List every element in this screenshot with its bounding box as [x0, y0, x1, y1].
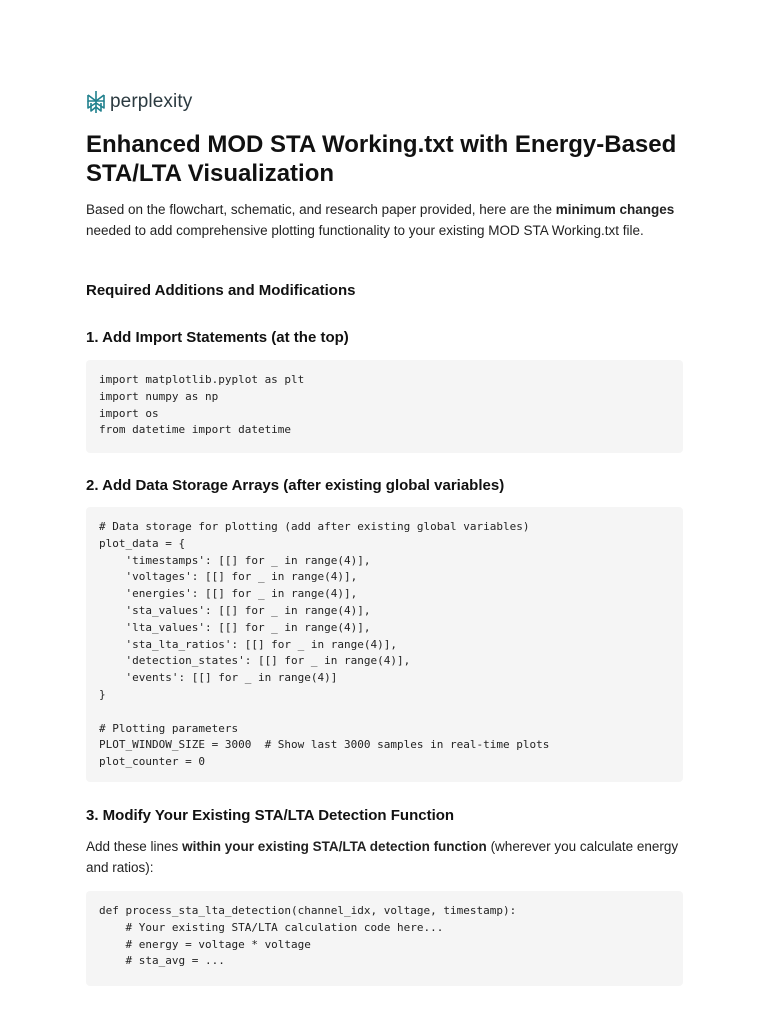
step3-code: def process_sta_lta_detection(channel_idx, voltage, timestamp): # Your existing STA/LTA calculation code here... # energy = voltage * voltage # sta_avg = ... [99, 904, 517, 968]
step1-heading: 1. Add Import Statements (at the top) [86, 329, 349, 346]
step2-heading: 2. Add Data Storage Arrays (after existing global variables) [86, 477, 505, 494]
intro-text-1: Based on the flowchart, schematic, and research paper provided, here are the [86, 202, 556, 217]
step3-code-block[interactable] [86, 891, 683, 986]
section-heading-required: Required Additions and Modifications [86, 282, 356, 299]
step3-paragraph [86, 837, 683, 878]
perplexity-logo-icon [86, 90, 106, 114]
step2-code: # Data storage for plotting (add after existing global variables) plot_data = { 'timestamps': [[] for _ in range(4)], 'voltages': [[] for _ in range(4)], 'energies': [[] for _ in range(4)], 'sta_values': [[] for _ in range(4)], 'lta_values': [[] for _ in range(4)], 'sta_lta_ratios': [[] for _ in range(4)], 'detection_states': [[] for _ in range(4)], 'events': [[] for _ in range(4)] } # Plotting parameters PLOT_WINDOW_SIZE = 3000 # Show last 3000 samples in real-time plots plot_counter = 0 [99, 520, 550, 769]
intro-paragraph [86, 200, 683, 241]
step3-bold: within your existing STA/LTA detection function [182, 839, 487, 854]
step1-code-block[interactable] [86, 360, 683, 453]
step1-code: import matplotlib.pyplot as plt import numpy as np import os from datetime import datetime [99, 373, 305, 437]
brand-logo[interactable] [86, 90, 192, 114]
step2-code-block[interactable] [86, 507, 683, 782]
step3-text-1: Add these lines [86, 839, 183, 854]
intro-bold: minimum changes [555, 202, 675, 217]
intro-text-2: needed to add comprehensive plotting functionality to your existing MOD STA Working.txt file. [86, 222, 644, 238]
step3-text-2: (wherever you calculate energy and ratios): [86, 839, 679, 875]
page-title: Enhanced MOD STA Working.txt with Energy-Based STA/LTA Visualization [86, 131, 677, 187]
step3-heading: 3. Modify Your Existing STA/LTA Detection Function [86, 807, 455, 824]
brand-name: perplexity [110, 91, 193, 112]
